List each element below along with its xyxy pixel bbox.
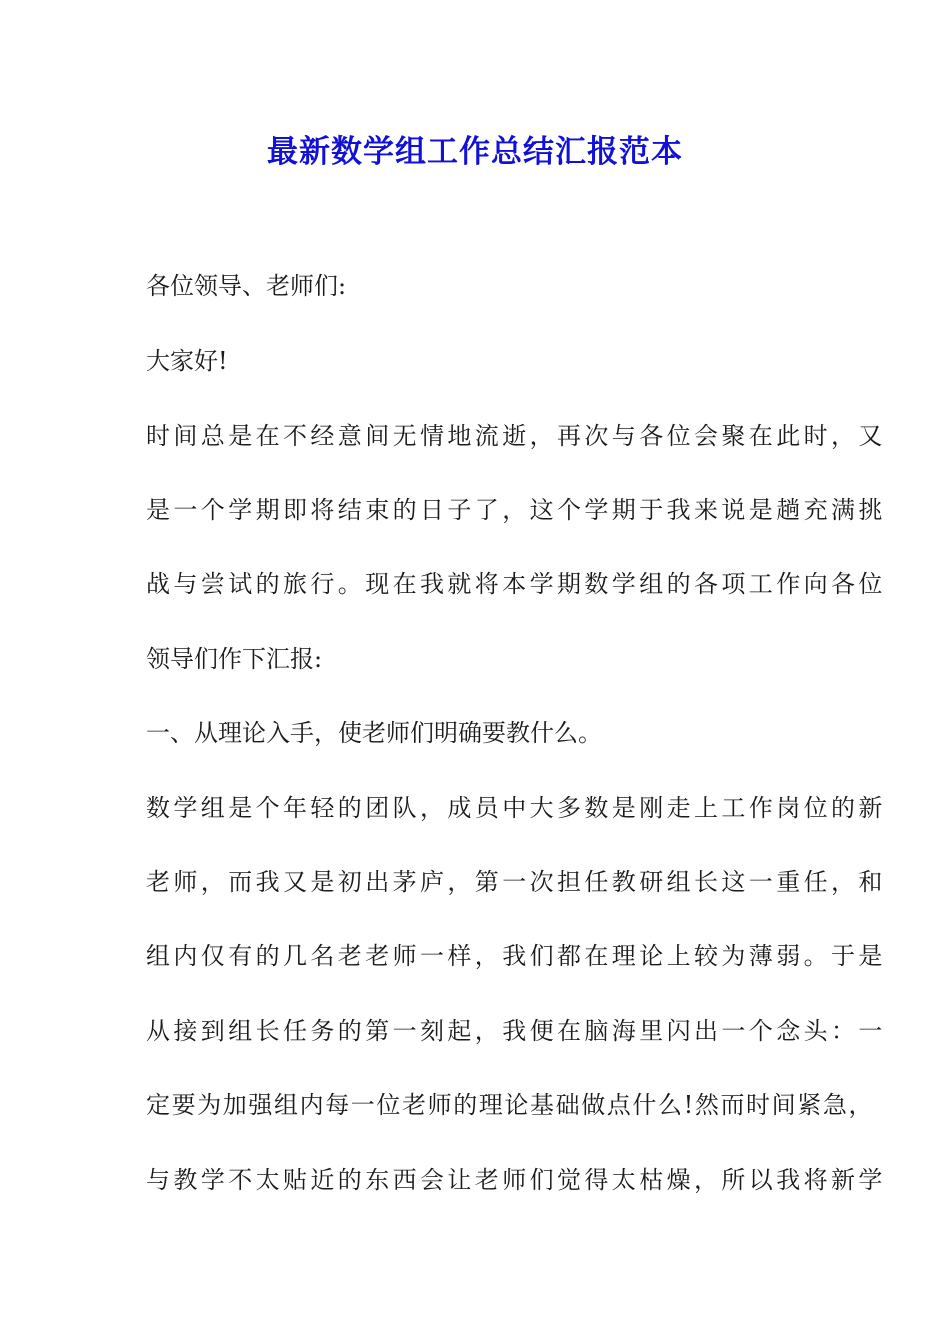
- text-line-10: 组内仅有的几名老老师一样，我们都在理论上较为薄弱。于是: [146, 942, 886, 970]
- text-line-9: 老师，而我又是初出茅庐，第一次担任教研组长这一重任，和: [146, 868, 886, 896]
- text-line-13: 与教学不太贴近的东西会让老师们觉得太枯燥，所以我将新学: [146, 1166, 886, 1194]
- text-line-3: 时间总是在不经意间无情地流逝，再次与各位会聚在此时，又: [146, 422, 886, 450]
- text-line-4: 是一个学期即将结束的日子了，这个学期于我来说是趟充满挑: [146, 496, 886, 524]
- text-line-7: 一、从理论入手，使老师们明确要教什么。: [146, 719, 602, 747]
- text-line-12: 定要为加强组内每一位老师的理论基础做点什么!然而时间紧急，: [146, 1091, 875, 1119]
- text-line-5: 战与尝试的旅行。现在我就将本学期数学组的各项工作向各位: [146, 570, 886, 598]
- text-line-6: 领导们作下汇报:: [146, 645, 323, 673]
- document-title: 最新数学组工作总结汇报范本: [267, 134, 683, 170]
- text-line-2: 大家好!: [146, 347, 228, 375]
- text-line-11: 从接到组长任务的第一刻起，我便在脑海里闪出一个念头：一: [146, 1017, 886, 1045]
- text-line-1: 各位领导、老师们:: [146, 272, 347, 300]
- text-line-8: 数学组是个年轻的团队，成员中大多数是刚走上工作岗位的新: [146, 794, 886, 822]
